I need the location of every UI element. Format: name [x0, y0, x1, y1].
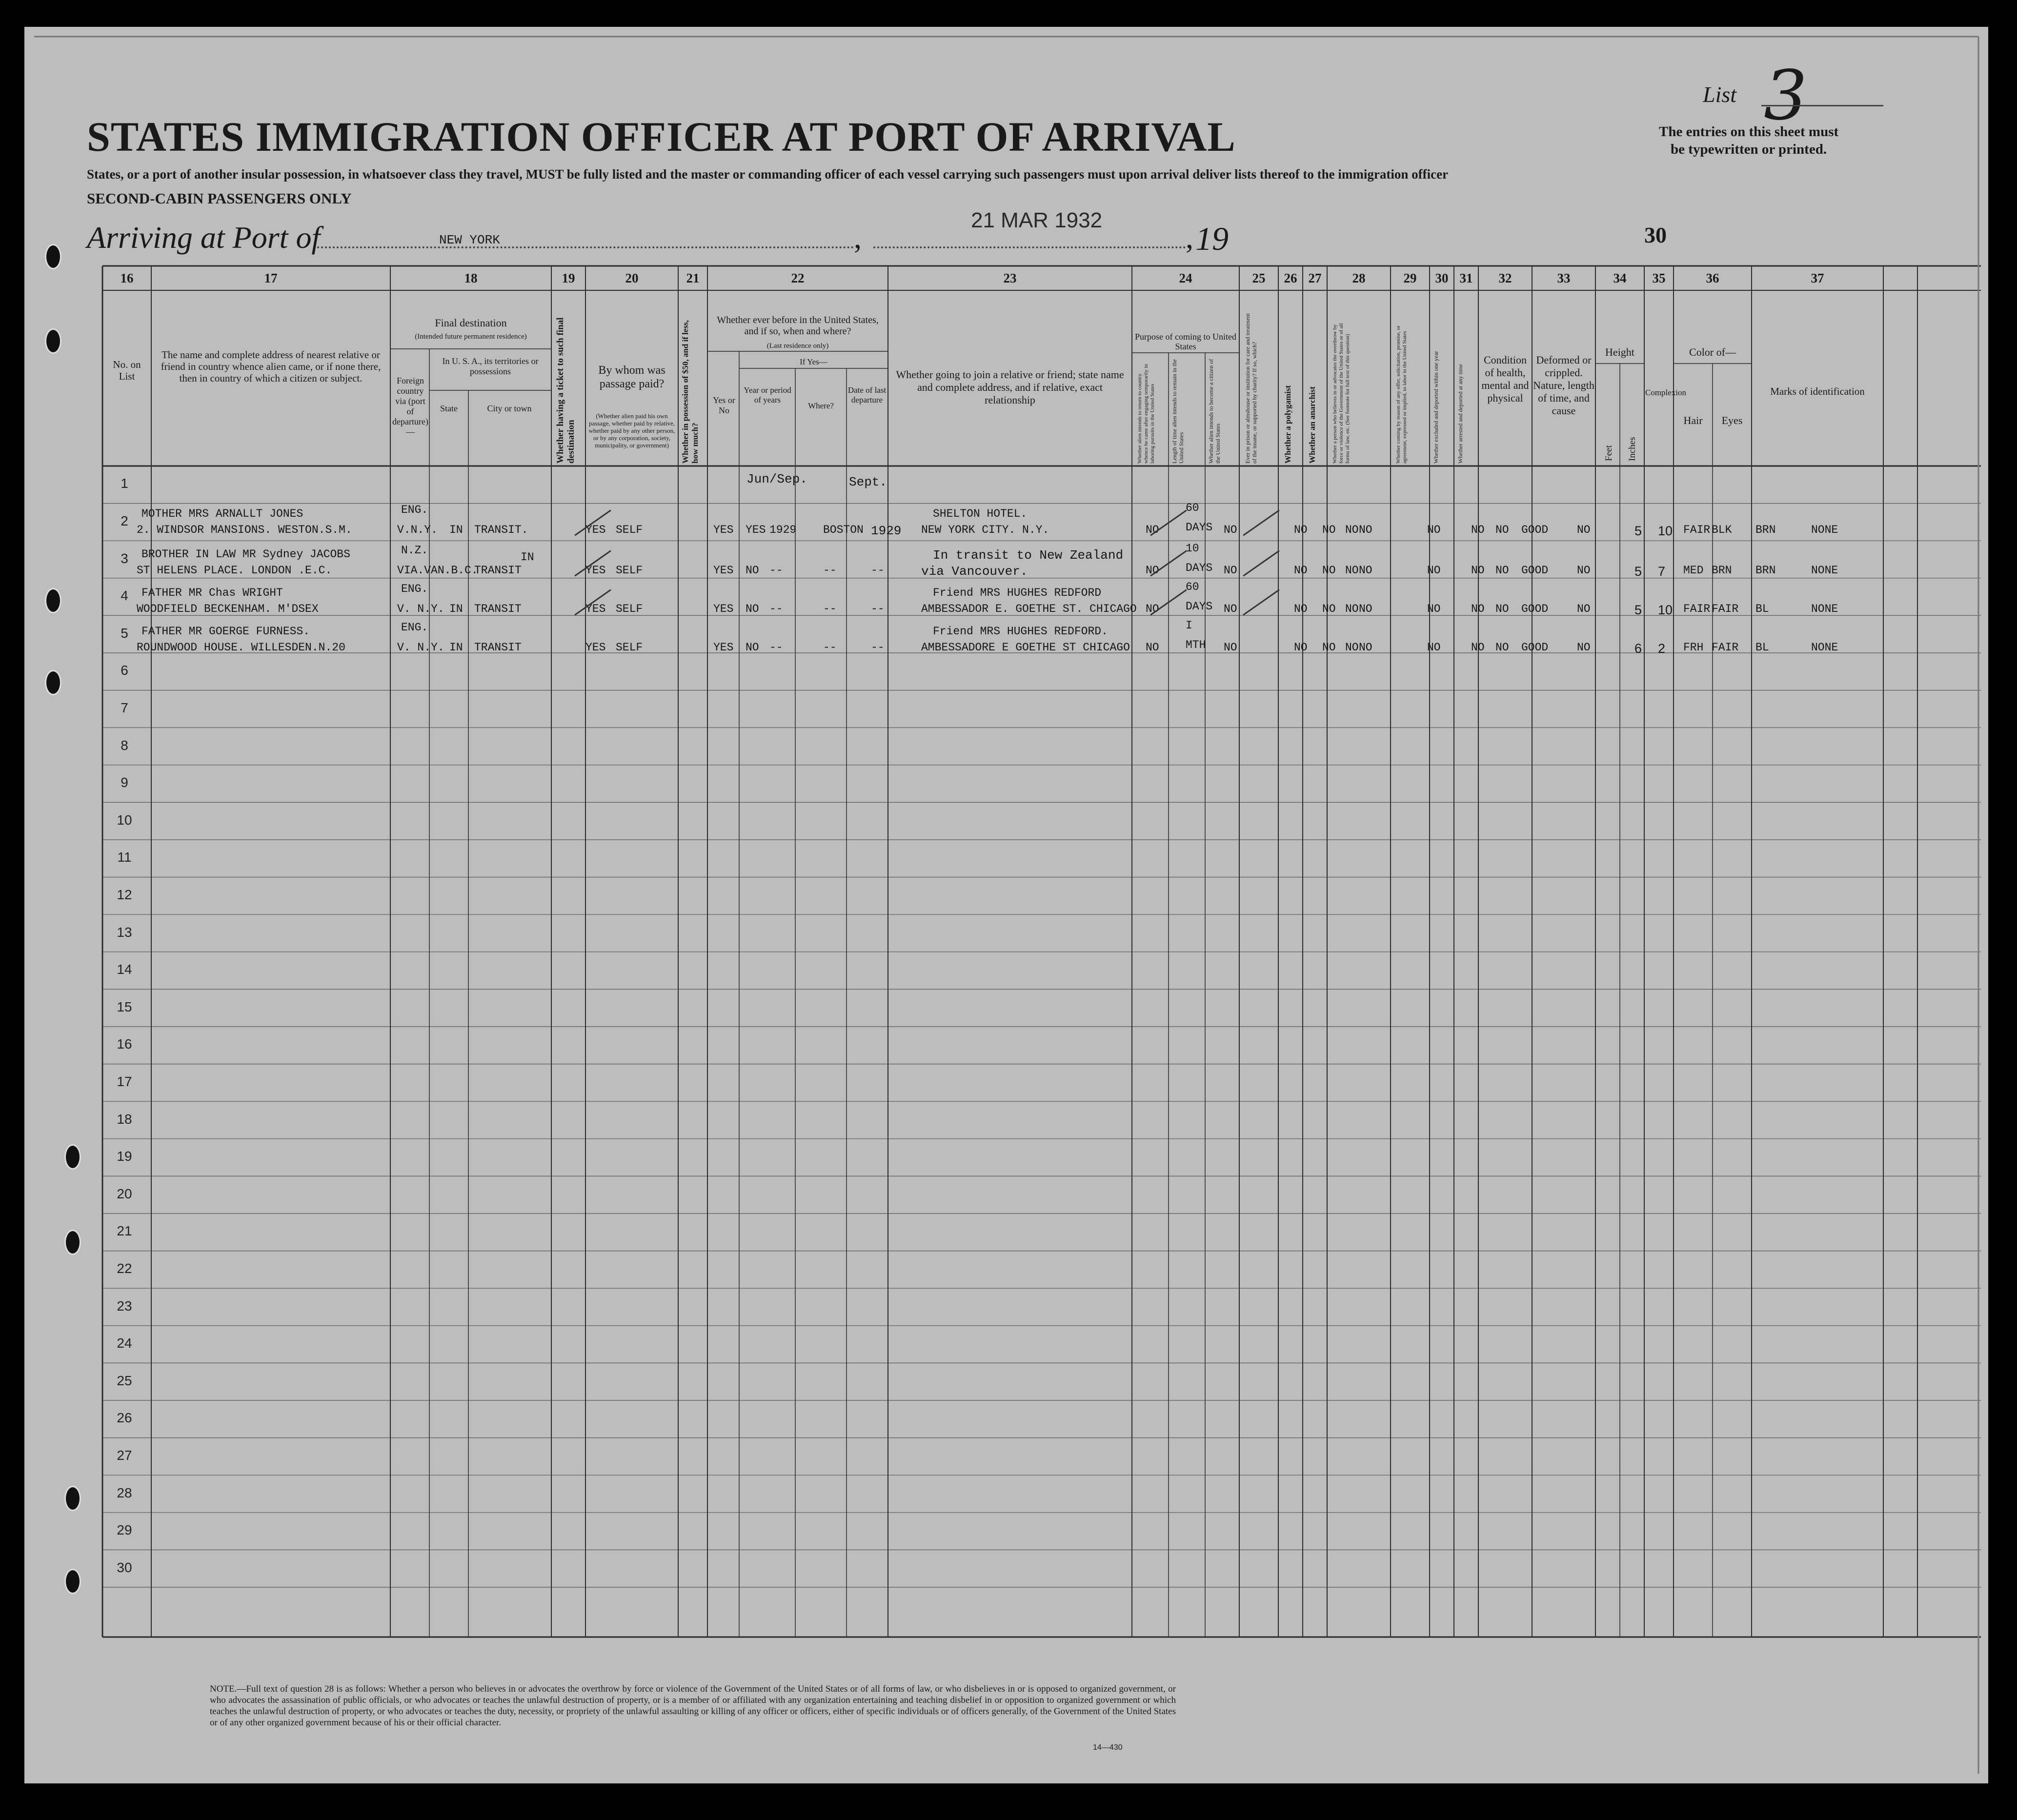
passage-paid-by: SELF — [616, 524, 643, 536]
col-18-foreign-header: Foreign country via (port of departure)— — [392, 376, 428, 437]
relative-name: MOTHER MRS ARNALLT JONES — [141, 507, 303, 520]
health-condition: GOOD — [1521, 564, 1549, 577]
col-33-number: 33 — [1557, 271, 1571, 285]
col-37-header: Marks of identification — [1770, 385, 1865, 397]
row-number: 26 — [117, 1410, 132, 1426]
row-number: 20 — [117, 1186, 132, 1201]
col-23-header: Whether going to join a relative or friend; state name and complete address, and if relative, exact relationship — [896, 368, 1124, 406]
question-28: NO — [1359, 564, 1372, 577]
join-address: NEW YORK CITY. N.Y. — [921, 524, 1049, 536]
deformed: NO — [1577, 603, 1591, 615]
join-address: AMBESSADORE E GOETHE ST CHICAGO — [921, 641, 1130, 654]
previous-residence: -- — [823, 603, 837, 615]
contract-labor: NO — [1427, 564, 1441, 577]
row-number: 5 — [121, 625, 128, 641]
col-19-number: 19 — [562, 271, 575, 285]
departure-port: VIA.VAN.B.C. — [397, 564, 478, 577]
passage-paid-by: SELF — [616, 603, 643, 615]
arrested-deported: NO — [1495, 603, 1509, 615]
col-24-return-header: Whether alien intends to return to country whence he came after engaging temporarily in laboring pursuits in the United States — [1137, 364, 1155, 464]
intends-citizenship: NO — [1224, 603, 1237, 615]
contract-labor: NO — [1427, 603, 1441, 615]
passage-paid-by: SELF — [616, 641, 643, 654]
row-number: 23 — [117, 1298, 132, 1314]
previous-departure-note: Sept. — [849, 475, 887, 489]
col-29-header: Whether coming by reason of any offer, solicitation, promise, or agreement, expressed or implied, to labor in the United States — [1395, 325, 1408, 464]
height-feet: 5 — [1634, 603, 1642, 617]
join-address: via Vancouver. — [921, 564, 1028, 579]
complexion: MED — [1683, 564, 1704, 577]
destination-city: TRANSIT — [474, 603, 522, 615]
question-28: NO — [1359, 641, 1372, 654]
hair-color: BLK — [1712, 524, 1732, 536]
relative-name: FATHER MR GOERGE FURNESS. — [141, 625, 310, 638]
last-departure-date: -- — [871, 564, 885, 577]
manifest-sheet — [24, 27, 1988, 1783]
row-number: 15 — [117, 999, 132, 1014]
date-stamp: 21 MAR 1932 — [971, 208, 1103, 232]
previous-visit-period-note: Jun/Sep. — [746, 472, 807, 486]
previous-residence: -- — [823, 641, 837, 654]
col-22-yesno-header: Yes or No — [713, 395, 735, 415]
relative-address: ST HELENS PLACE. LONDON .E.C. — [137, 564, 332, 577]
has-50-dollars: YES — [713, 641, 734, 654]
row-number: 4 — [121, 588, 128, 604]
has-50-dollars: YES — [713, 564, 734, 577]
passage-paid-by: SELF — [616, 564, 643, 577]
deformed: NO — [1577, 524, 1591, 536]
col-19-header: Whether having a ticket to such final destination — [555, 317, 576, 464]
col-24-number: 24 — [1179, 271, 1192, 285]
row-number: 7 — [121, 700, 128, 715]
passenger-class-label: SECOND-CABIN PASSENGERS ONLY — [87, 190, 352, 207]
previous-visit-year: 1929 — [769, 524, 797, 536]
col-22-ifyes: If Yes— — [800, 357, 827, 366]
col-36-eyes-header: Eyes — [1721, 414, 1743, 426]
eye-color: BL — [1755, 641, 1769, 654]
complexion: FAIR — [1683, 524, 1711, 536]
deformed: NO — [1577, 564, 1591, 577]
col-24-header: Purpose of coming to United States — [1135, 332, 1236, 351]
col-27-number: 27 — [1308, 271, 1322, 285]
has-ticket: YES — [585, 524, 606, 536]
arrested-deported: NO — [1495, 641, 1509, 654]
col-17-number: 17 — [264, 271, 278, 285]
stay-length: 10 — [1186, 542, 1199, 555]
excluded-deported: NO — [1471, 603, 1485, 615]
row-number: 9 — [121, 775, 128, 790]
row-number: 21 — [117, 1223, 132, 1239]
destination-state: IN — [449, 524, 463, 536]
health-condition: GOOD — [1521, 524, 1549, 536]
anarchist: NO — [1345, 524, 1359, 536]
col-28-header: Whether a person who believes in or advocates the overthrow by force or violence of the Government of the United States or of all forms of law, etc. (See footnote for full text of this question) — [1332, 323, 1351, 464]
health-condition: GOOD — [1521, 603, 1549, 615]
question-28: NO — [1359, 603, 1372, 615]
row-number: 16 — [117, 1036, 132, 1052]
has-50-dollars: YES — [713, 524, 734, 536]
height-feet: 6 — [1634, 641, 1642, 656]
arrival-port: NEW YORK — [439, 233, 500, 247]
col-32-header: Condition of health, mental and physical — [1481, 354, 1529, 404]
join-contact: SHELTON HOTEL. — [933, 507, 1028, 520]
row-number: 17 — [117, 1073, 132, 1089]
col-18-usa-header: In U. S. A., its territories or possessions — [442, 356, 539, 376]
row-number: 24 — [117, 1335, 132, 1351]
intends-citizenship: NO — [1224, 564, 1237, 577]
row-number: 28 — [117, 1485, 132, 1500]
previous-residence: BOSTON — [823, 524, 864, 536]
relative-address: WOODFIELD BECKENHAM. M'DSEX — [137, 603, 319, 615]
stay-length: I — [1186, 619, 1192, 632]
previous-visit-year: -- — [769, 564, 783, 577]
foreign-country: N.Z. — [401, 544, 428, 557]
year-prefix: 19 — [1195, 220, 1229, 257]
col-32-number: 32 — [1498, 271, 1512, 285]
destination-city: TRANSIT — [474, 564, 522, 577]
stay-length: 60 — [1186, 581, 1199, 593]
previously-in-us: YES — [746, 524, 766, 536]
intends-citizenship: NO — [1224, 524, 1237, 536]
polygamist: NO — [1322, 564, 1336, 577]
prison-record: NO — [1294, 524, 1308, 536]
last-departure-date: -- — [871, 603, 885, 615]
destination-state: IN — [449, 603, 463, 615]
col-20-subheader: (Whether alien paid his own passage, whether paid by relative, whether paid by any other person, or by any corporation, society, municipality, or government) — [588, 412, 675, 449]
col-25-number: 25 — [1252, 271, 1266, 285]
col-23-number: 23 — [1003, 271, 1017, 285]
row-number: 19 — [117, 1149, 132, 1164]
intends-return: NO — [1146, 524, 1159, 536]
previous-visit-year: -- — [769, 603, 783, 615]
row-number: 8 — [121, 737, 128, 753]
last-departure-date: 1929 — [871, 524, 902, 538]
col-21-number: 21 — [686, 271, 700, 285]
intends-citizenship: NO — [1224, 641, 1237, 654]
polygamist: NO — [1322, 641, 1336, 654]
row-number: 18 — [117, 1111, 132, 1127]
col-22-where-header: Where? — [808, 401, 834, 410]
col-20-header: By whom was passage paid? — [598, 364, 666, 390]
col-34-feet-header: Feet — [1604, 445, 1614, 461]
eye-color: BRN — [1755, 564, 1776, 577]
has-50-dollars: YES — [713, 603, 734, 615]
destination-city: TRANSIT — [474, 641, 522, 654]
form-title: STATES IMMIGRATION OFFICER AT PORT OF ARRIVAL — [87, 113, 1236, 160]
col-21-header: Whether in possession of $50, and if less, how much? — [681, 320, 700, 464]
destination-state: IN — [449, 641, 463, 654]
col-35-header: Complexion — [1645, 388, 1687, 397]
col-34-inches-header: Inches — [1627, 437, 1637, 461]
row-number: 30 — [117, 1559, 132, 1575]
typewritten-note-line1: The entries on this sheet must — [1659, 124, 1839, 140]
complexion: FAIR — [1683, 603, 1711, 615]
stay-unit: DAYS — [1186, 562, 1213, 574]
relative-name: BROTHER IN LAW MR Sydney JACOBS — [141, 548, 350, 561]
col-24-citizen-header: Whether alien intends to become a citizen of the United States — [1208, 359, 1221, 464]
stay-unit: DAYS — [1186, 600, 1213, 613]
health-condition: GOOD — [1521, 641, 1549, 654]
has-ticket: YES — [585, 603, 606, 615]
col-22-number: 22 — [791, 271, 805, 285]
col-22-date-header: Date of last departure — [847, 385, 887, 404]
height-inches: 7 — [1658, 564, 1666, 579]
intends-return: NO — [1146, 603, 1159, 615]
table-grid — [24, 27, 1988, 1783]
join-address: AMBESSADOR E. GOETHE ST. CHICAGO — [921, 603, 1137, 615]
col-17-header: The name and complete address of nearest relative or friend in country whence alien came, or if none there, then in country of which a citizen or subject. — [161, 349, 381, 384]
col-31-header: Whether arrested and deported at any time — [1457, 364, 1464, 464]
row-number: 10 — [117, 812, 132, 828]
col-16-number: 16 — [120, 271, 134, 285]
col-33-header: Deformed or crippled. Nature, length of time, and cause — [1533, 354, 1594, 417]
anarchist: NO — [1345, 641, 1359, 654]
row-number: 6 — [121, 663, 128, 678]
previously-in-us: NO — [746, 564, 759, 577]
destination-city-line1: IN — [521, 551, 534, 564]
destination-city: TRANSIT. — [474, 524, 528, 536]
col-25-header: Ever in prison or almshouse or institution for care and treatment of the insane, or supported by charity? If so, which? — [1244, 313, 1258, 464]
hair-color: BRN — [1712, 564, 1732, 577]
row-number: 29 — [117, 1522, 132, 1538]
col-18-subheader: (Intended future permanent residence) — [415, 333, 527, 341]
relative-address: 2. WINDSOR MANSIONS. WESTON.S.M. — [137, 524, 352, 536]
foreign-country: ENG. — [401, 621, 428, 634]
col-26-header: Whether a polygamist — [1283, 385, 1292, 464]
col-30-header: Whether excluded and deported within one year — [1432, 351, 1439, 464]
prison-record: NO — [1294, 564, 1308, 577]
col-34-number: 34 — [1613, 271, 1627, 285]
col-36-hair-header: Hair — [1683, 414, 1703, 426]
col-16-header: No. on List — [113, 359, 141, 382]
row-number: 2 — [121, 513, 128, 528]
form-code: 14—430 — [1093, 1743, 1123, 1752]
row-number: 25 — [117, 1373, 132, 1388]
col-36-number: 36 — [1706, 271, 1719, 285]
excluded-deported: NO — [1471, 564, 1485, 577]
arrested-deported: NO — [1495, 524, 1509, 536]
comma: , — [1186, 220, 1193, 255]
typewritten-note-line2: be typewritten or printed. — [1671, 142, 1827, 157]
year-suffix: 30 — [1644, 222, 1667, 247]
intends-return: NO — [1146, 641, 1159, 654]
form-instructions: States, or a port of another insular possession, in whatsoever class they travel, MUST be fully listed and the master or commanding officer of each vessel carrying such passengers must upon arrival deliver lists thereof to the immigration officer — [87, 167, 1449, 182]
row-number: 27 — [117, 1447, 132, 1463]
height-inches: 10 — [1658, 603, 1673, 617]
eye-color: BL — [1755, 603, 1769, 615]
col-18-number: 18 — [464, 271, 478, 285]
eye-color: BRN — [1755, 524, 1776, 536]
has-ticket: YES — [585, 641, 606, 654]
row-number: 13 — [117, 924, 132, 940]
col-34-header: Height — [1605, 346, 1634, 358]
anarchist: NO — [1345, 603, 1359, 615]
arrested-deported: NO — [1495, 564, 1509, 577]
col-18-state-header: State — [440, 404, 458, 413]
row-number: 11 — [117, 849, 132, 865]
polygamist: NO — [1322, 524, 1336, 536]
identification-marks: NONE — [1811, 524, 1838, 536]
foreign-country: ENG. — [401, 583, 428, 595]
relative-address: ROUNDWOOD HOUSE. WILLESDEN.N.20 — [137, 641, 345, 654]
col-27-header: Whether an anarchist — [1308, 386, 1317, 464]
previously-in-us: NO — [746, 603, 759, 615]
col-20-number: 20 — [625, 271, 639, 285]
excluded-deported: NO — [1471, 641, 1485, 654]
stay-length: 60 — [1186, 502, 1199, 514]
list-number: 3 — [1764, 56, 1808, 136]
foreign-country: ENG. — [401, 504, 428, 516]
has-ticket: YES — [585, 564, 606, 577]
last-departure-date: -- — [871, 641, 885, 654]
col-35-number: 35 — [1652, 271, 1666, 285]
stay-unit: MTH — [1186, 639, 1206, 651]
prison-record: NO — [1294, 603, 1308, 615]
hair-color: FAIR — [1712, 641, 1739, 654]
row-number: 3 — [121, 550, 128, 566]
list-label: List — [1703, 82, 1737, 107]
col-26-number: 26 — [1284, 271, 1297, 285]
excluded-deported: NO — [1471, 524, 1485, 536]
prison-record: NO — [1294, 641, 1308, 654]
col-22-subheader: (Last residence only) — [766, 342, 829, 350]
col-18-city-header: City or town — [487, 404, 532, 413]
row-number: 14 — [117, 962, 132, 977]
departure-port: V.N.Y. — [397, 524, 438, 536]
join-contact: Friend MRS HUGHES REDFORD — [933, 586, 1102, 599]
identification-marks: NONE — [1811, 641, 1838, 654]
row-number: 1 — [121, 476, 128, 491]
previous-visit-year: -- — [769, 641, 783, 654]
identification-marks: NONE — [1811, 564, 1838, 577]
join-contact: In transit to New Zealand — [933, 548, 1124, 563]
intends-return: NO — [1146, 564, 1159, 577]
col-29-number: 29 — [1403, 271, 1417, 285]
contract-labor: NO — [1427, 641, 1441, 654]
row-number: 22 — [117, 1260, 132, 1276]
col-30-number: 30 — [1435, 271, 1449, 285]
polygamist: NO — [1322, 603, 1336, 615]
question-28-footnote: NOTE.—Full text of question 28 is as follows: Whether a person who believes in or advocates the overthrow by force or violence of the Government of the United States or of all forms of law, or who disbelieves in or is opposed to organized government, or who advocates the assassination of public officials, or who advocates or teaches the unlawful destruction of property, or is a member of or affiliated with any organization entertaining and teaching disbelief in or opposition to organized government or which teaches the unlawful destruction of property, or who advocates or teaches the duty, necessity, or propriety of the unlawful assaulting or killing of any officer or officers, either of specific individuals or of officers generally, of the Government of the United States or of any other organized government because of his or their official character. — [210, 1684, 1176, 1728]
arriving-label: Arriving at Port of — [87, 220, 321, 255]
col-37-number: 37 — [1811, 271, 1824, 285]
height-inches: 10 — [1658, 524, 1673, 538]
height-inches: 2 — [1658, 641, 1666, 656]
col-36-header: Color of— — [1689, 346, 1736, 358]
col-22-header: Whether ever before in the United States, and if so, when and where? — [717, 315, 879, 337]
hair-color: FAIR — [1712, 603, 1739, 615]
comma: , — [854, 220, 862, 255]
height-feet: 5 — [1634, 524, 1642, 538]
deformed: NO — [1577, 641, 1591, 654]
contract-labor: NO — [1427, 524, 1441, 536]
identification-marks: NONE — [1811, 603, 1838, 615]
col-24-length-header: Length of time alien intends to remain in the United States — [1171, 359, 1185, 464]
row-number: 12 — [117, 887, 132, 902]
stay-unit: DAYS — [1186, 521, 1213, 534]
complexion: FRH — [1683, 641, 1704, 654]
relative-name: FATHER MR Chas WRIGHT — [141, 586, 283, 599]
col-18-header: Final destination — [435, 317, 507, 329]
question-28: NO — [1359, 524, 1372, 536]
previously-in-us: NO — [746, 641, 759, 654]
anarchist: NO — [1345, 564, 1359, 577]
height-feet: 5 — [1634, 564, 1642, 579]
join-contact: Friend MRS HUGHES REDFORD. — [933, 625, 1108, 638]
col-31-number: 31 — [1459, 271, 1473, 285]
departure-port: V. N.Y. — [397, 641, 444, 654]
previous-residence: -- — [823, 564, 837, 577]
col-28-number: 28 — [1352, 271, 1366, 285]
departure-port: V. N.Y. — [397, 603, 444, 615]
col-22-year-header: Year or period of years — [744, 385, 791, 404]
